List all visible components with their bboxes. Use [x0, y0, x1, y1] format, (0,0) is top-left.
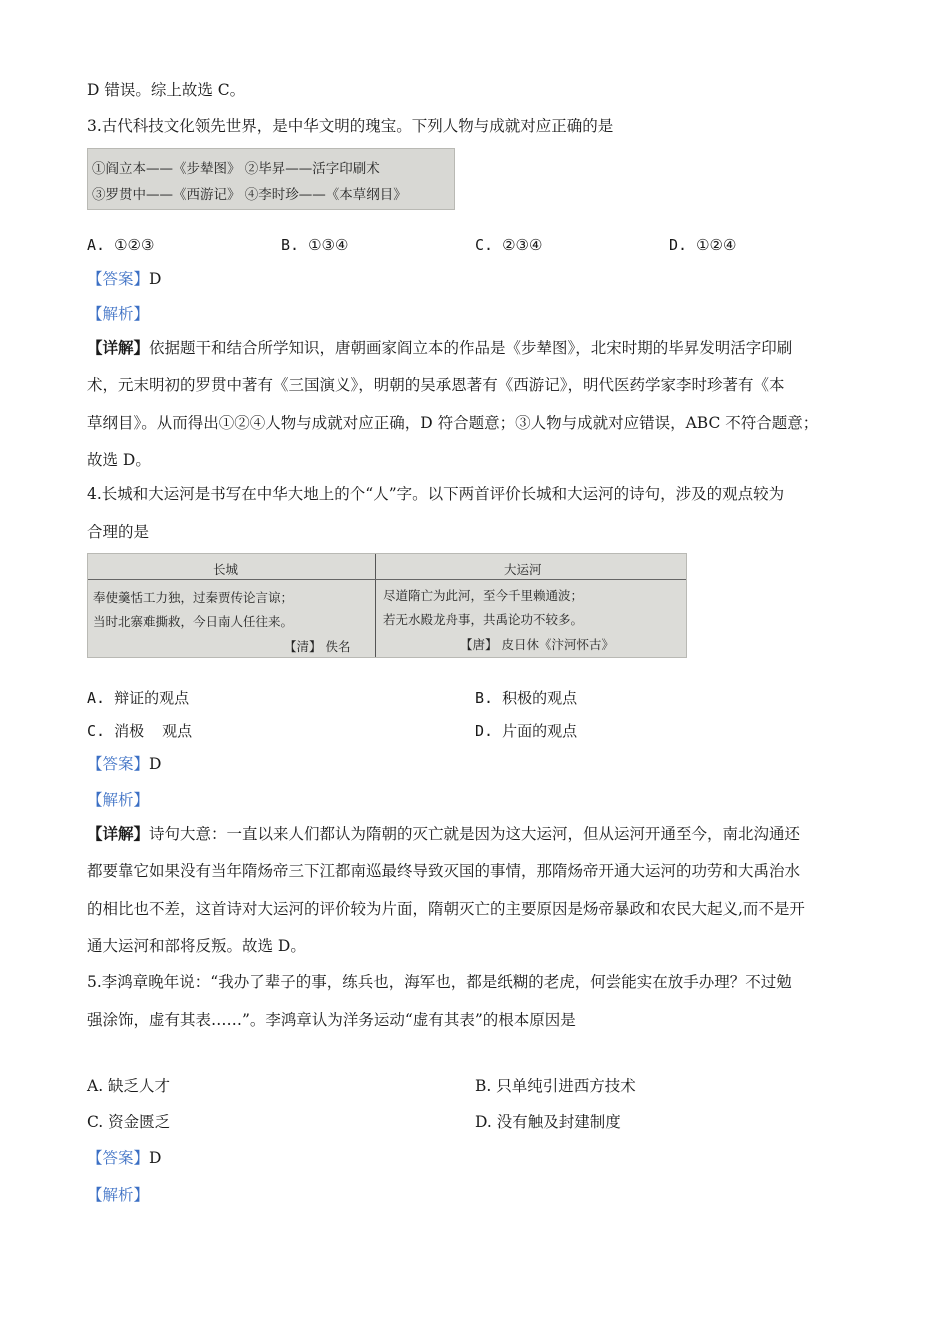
q3-detail-line-2: 术，元末明初的罗贯中著有《三国演义》，明朝的吴承恩著有《西游记》，明代医药学家李时珍著有《本	[87, 376, 785, 394]
q5-answer	[87, 1148, 161, 1168]
q3-figure-row2: ③罗贯中——《西游记》 ④李时珍——《本草纲目》	[92, 187, 407, 203]
q3-detail-line-1	[87, 338, 792, 358]
q4-analysis-label: 【解析】	[87, 791, 150, 809]
q5-option-c: C. 资金匮乏	[87, 1113, 171, 1131]
q5-stem-line-1: 5.李鸿章晚年说：“我办了辈子的事，练兵也，海军也，都是纸糊的老虎，何尝能实在放手办理？不过勉	[87, 973, 792, 991]
q5-analysis-label: 【解析】	[87, 1186, 150, 1204]
q3-answer-value: D	[149, 270, 162, 288]
q3-option-c: C. ②③④	[475, 236, 543, 254]
q4-right-poem-line-2: 若无水殿龙舟事，共禹论功不较多。	[383, 612, 584, 627]
q5-answer-value: D	[149, 1149, 162, 1167]
q3-detail-line-3: 草纲目》。从而得出①②④人物与成就对应正确，D 符合题意；③人物与成就对应错误，ABC 不符合题意；	[87, 414, 819, 432]
q4-stem-line-1: 4.长城和大运河是书写在中华大地上的个“人”字。以下两首评价长城和大运河的诗句，涉及的观点较为	[87, 485, 785, 503]
q4-left-poem-line-1: 奉使羹恬工力独，过秦贾传论言谅；	[93, 590, 294, 605]
q5-option-b: B. 只单纯引进西方技术	[475, 1077, 636, 1095]
q4-table-right-header: 大运河	[504, 562, 542, 577]
q5-option-d: D. 没有触及封建制度	[475, 1113, 621, 1131]
q4-option-c: C. 消极 观点	[87, 722, 193, 740]
q3-answer-label: 【答案】	[87, 270, 150, 288]
q4-left-poem-line-2: 当时北寨难撕救，今日南人任往来。	[93, 614, 294, 629]
q4-option-b: B. 积极的观点	[475, 689, 578, 707]
q4-right-poem-line-1: 尽道隋亡为此河，至今千里赖通波；	[383, 588, 584, 603]
q3-answer	[87, 269, 161, 289]
q3-option-b: B. ①③④	[281, 236, 349, 254]
q3-detail-label: 【详解】	[87, 338, 150, 357]
q4-table-left-header: 长城	[213, 562, 239, 577]
q3-detail-text-1: 依据题干和结合所学知识，唐朝画家阎立本的作品是《步辇图》，北宋时期的毕昇发明活字印刷	[149, 339, 793, 357]
q4-stem-line-2: 合理的是	[87, 523, 150, 541]
q4-poem-table	[87, 553, 687, 658]
q4-answer	[87, 754, 161, 774]
q3-option-d: D. ①②④	[669, 236, 737, 254]
q5-stem-line-2: 强涂饰，虚有其表……”。李鸿章认为洋务运动“虚有其表”的根本原因是	[87, 1011, 576, 1029]
q4-table-header-divider	[88, 579, 686, 580]
q4-detail-line-2: 都要靠它如果没有当年隋炀帝三下江都南巡最终导致灭国的事情，那隋炀帝开通大运河的功劳和大禹治水	[87, 862, 801, 880]
q4-answer-label: 【答案】	[87, 755, 150, 773]
q3-option-a: A. ①②③	[87, 236, 155, 254]
q3-stem: 3.古代科技文化领先世界，是中华文明的瑰宝。下列人物与成就对应正确的是	[87, 117, 614, 135]
q4-detail-line-3: 的相比也不差，这首诗对大运河的评价较为片面，隋朝灭亡的主要原因是炀帝暴政和农民大起义,而不是开	[87, 900, 805, 918]
q4-detail-line-4: 通大运河和部将反叛。故选 D。	[87, 937, 306, 955]
q3-analysis-label: 【解析】	[87, 305, 150, 323]
q4-detail-line-1	[87, 824, 800, 844]
q3-figure	[87, 148, 455, 210]
q5-option-a: A. 缺乏人才	[87, 1077, 171, 1095]
q4-detail-label: 【详解】	[87, 824, 150, 843]
q4-left-poem-source: 【清】 佚名	[284, 639, 351, 654]
q4-table-column-divider	[375, 554, 376, 657]
q4-right-poem-source: 【唐】 皮日休《汴河怀古》	[460, 637, 614, 652]
q4-detail-text-1: 诗句大意：一直以来人们都认为隋朝的灭亡就是因为这大运河，但从运河开通至今，南北沟通还	[149, 825, 801, 843]
q3-figure-row1: ①阎立本——《步辇图》 ②毕昇——活字印刷术	[92, 161, 380, 177]
q4-option-a: A. 辩证的观点	[87, 689, 190, 707]
q4-answer-value: D	[149, 755, 162, 773]
q3-detail-line-4: 故选 D。	[87, 451, 151, 469]
q4-option-d: D. 片面的观点	[475, 722, 578, 740]
q5-answer-label: 【答案】	[87, 1149, 150, 1167]
previous-answer-tail: D 错误。综上故选 C。	[87, 81, 246, 99]
